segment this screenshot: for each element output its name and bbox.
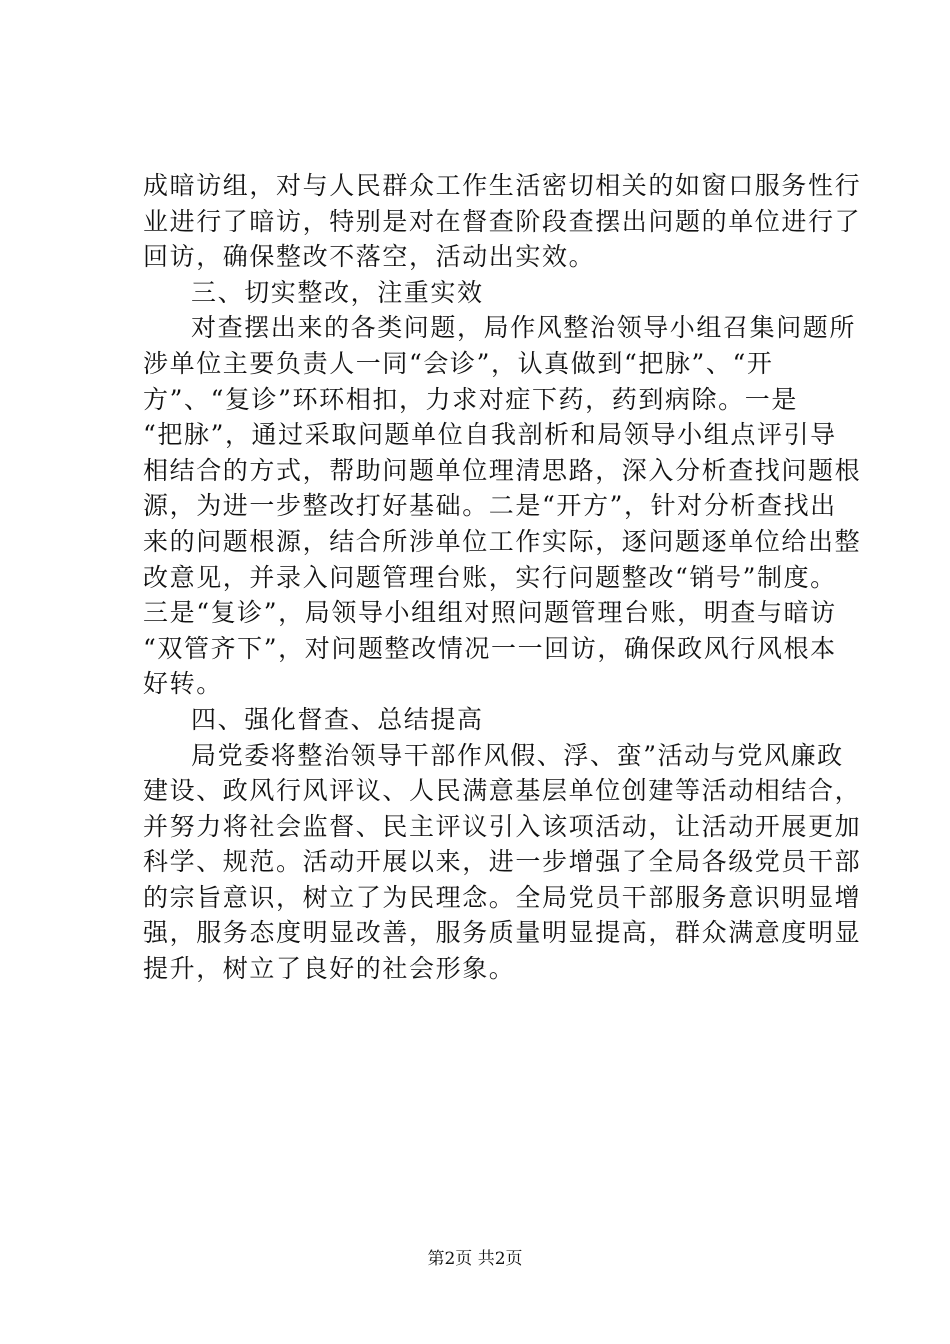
text-line: 的宗旨意识，树立了为民理念。全局党员干部服务意识明显增 [143,882,862,912]
section-heading: 三、切实整改，注重实效 [191,277,484,307]
document-body [143,168,862,987]
text-line: 好转。 [143,669,223,699]
text-line: 强，服务态度明显改善，服务质量明显提高，群众满意度明显 [143,918,862,948]
text-line: 业进行了暗访，特别是对在督查阶段查摆出问题的单位进行了 [143,206,862,236]
text-line: “双管齐下”，对问题整改情况一一回访，确保政风行风根本 [143,633,837,663]
text-line: 回访，确保整改不落空，活动出实效。 [143,242,596,272]
text-line: 改意见，并录入问题管理台账，实行问题整改“销号”制度。 [143,562,837,592]
text-line: 建设、政风行风评议、人民满意基层单位创建等活动相结合， [143,776,862,806]
text-line: 提升，树立了良好的社会形象。 [143,954,516,984]
text-line: 相结合的方式，帮助问题单位理清思路，深入分析查找问题根 [143,455,862,485]
section-heading: 四、强化督查、总结提高 [191,704,484,734]
text-line: 成暗访组，对与人民群众工作生活密切相关的如窗口服务性行 [143,171,862,200]
text-line: 来的问题根源，结合所涉单位工作实际，逐问题逐单位给出整 [143,526,862,556]
page-footer: 第2页 共2页 [427,1249,523,1269]
text-line: 涉单位主要负责人一同“会诊”，认真做到“把脉”、“开 [143,348,774,378]
text-line: 三是“复诊”，局领导小组组对照问题管理台账，明查与暗访 [143,598,837,628]
text-line: 局党委将整治领导干部作风假、浮、蛮”活动与党风廉政 [191,740,844,770]
text-line: 方”、“复诊”环环相扣，力求对症下药，药到病除。一是 [143,384,798,414]
text-line: 源，为进一步整改打好基础。二是“开方”，针对分析查找出 [143,491,837,521]
text-line: 科学、规范。活动开展以来，进一步增强了全局各级党员干部 [143,847,862,877]
text-line: 对查摆出来的各类问题，局作风整治领导小组召集问题所 [191,313,857,343]
text-line: “把脉”，通过采取问题单位自我剖析和局领导小组点评引导 [143,420,837,450]
text-line: 并努力将社会监督、民主评议引入该项活动，让活动开展更加 [143,811,862,841]
